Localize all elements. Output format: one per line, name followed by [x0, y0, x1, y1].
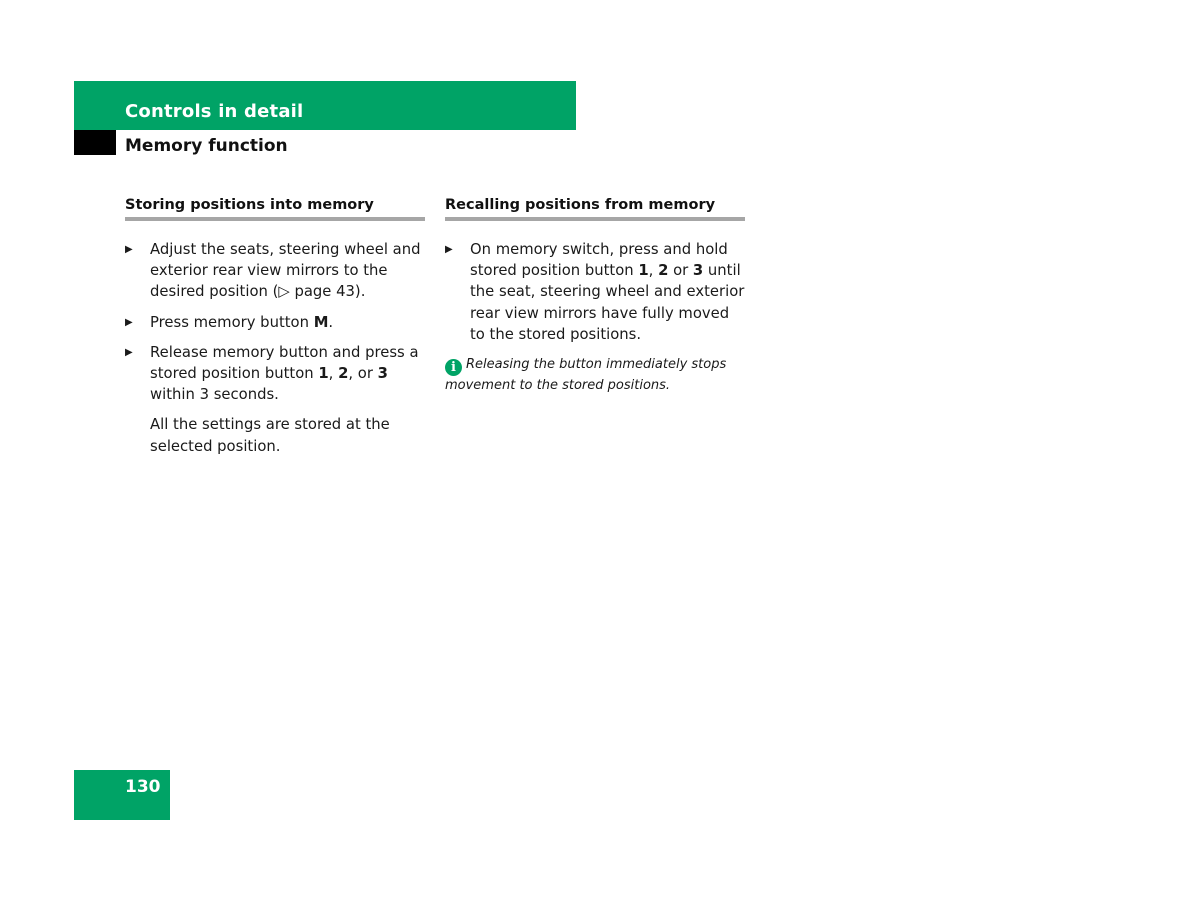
- step-text: Release memory button and press a stored position button: [150, 343, 419, 383]
- heading-rule: [445, 217, 745, 221]
- column-heading: Recalling positions from memory: [445, 197, 716, 213]
- step-arrow-icon: ▶: [125, 244, 133, 255]
- step-item: [125, 312, 425, 333]
- page-number: 130: [125, 777, 161, 797]
- subsection-title: Memory function: [125, 136, 288, 156]
- step-arrow-icon: ▶: [445, 244, 453, 255]
- step-text: Adjust the seats, steering wheel and exterior rear view mirrors to the desired position (▷ page 43).: [150, 241, 421, 301]
- step-text: Press memory button: [150, 313, 314, 331]
- column-heading: Storing positions into memory: [125, 197, 374, 213]
- button-label: 1: [318, 365, 329, 383]
- button-label: 2: [338, 365, 349, 383]
- step-list: [125, 239, 425, 457]
- button-label: 3: [377, 365, 388, 383]
- button-label: M: [313, 313, 329, 331]
- button-label: 1: [638, 262, 649, 280]
- info-icon: i: [445, 359, 462, 376]
- step-item: [125, 239, 425, 303]
- step-text: ,: [328, 365, 339, 383]
- step-text: ,: [648, 262, 659, 280]
- recalling-column: [445, 196, 745, 395]
- step-text: .: [328, 313, 334, 331]
- step-list: [445, 239, 745, 345]
- section-marker: [74, 130, 116, 155]
- step-arrow-icon: ▶: [125, 316, 133, 328]
- step-text: within 3 seconds.: [150, 386, 279, 404]
- step-text: On memory switch, press and hold stored position button: [470, 241, 728, 280]
- section-header-band: [74, 81, 576, 130]
- section-title: Controls in detail: [125, 101, 304, 122]
- step-arrow-icon: ▶: [125, 346, 133, 358]
- step-text: or: [668, 262, 693, 280]
- step-text: , or: [348, 365, 378, 383]
- result-text: All the settings are stored at the selected position.: [150, 416, 390, 455]
- step-item: [125, 342, 425, 406]
- button-label: 2: [658, 262, 669, 280]
- step-item: [445, 239, 745, 345]
- info-text: Releasing the button immediately stops movement to the stored positions.: [445, 357, 727, 394]
- heading-rule: [125, 217, 425, 221]
- page-number-box: [74, 770, 170, 820]
- step-text: until the seat, steering wheel and exterior rear view mirrors have fully moved to the stored positions.: [470, 262, 745, 343]
- info-note: [445, 355, 745, 395]
- button-label: 3: [692, 262, 704, 280]
- storing-column: [125, 196, 425, 457]
